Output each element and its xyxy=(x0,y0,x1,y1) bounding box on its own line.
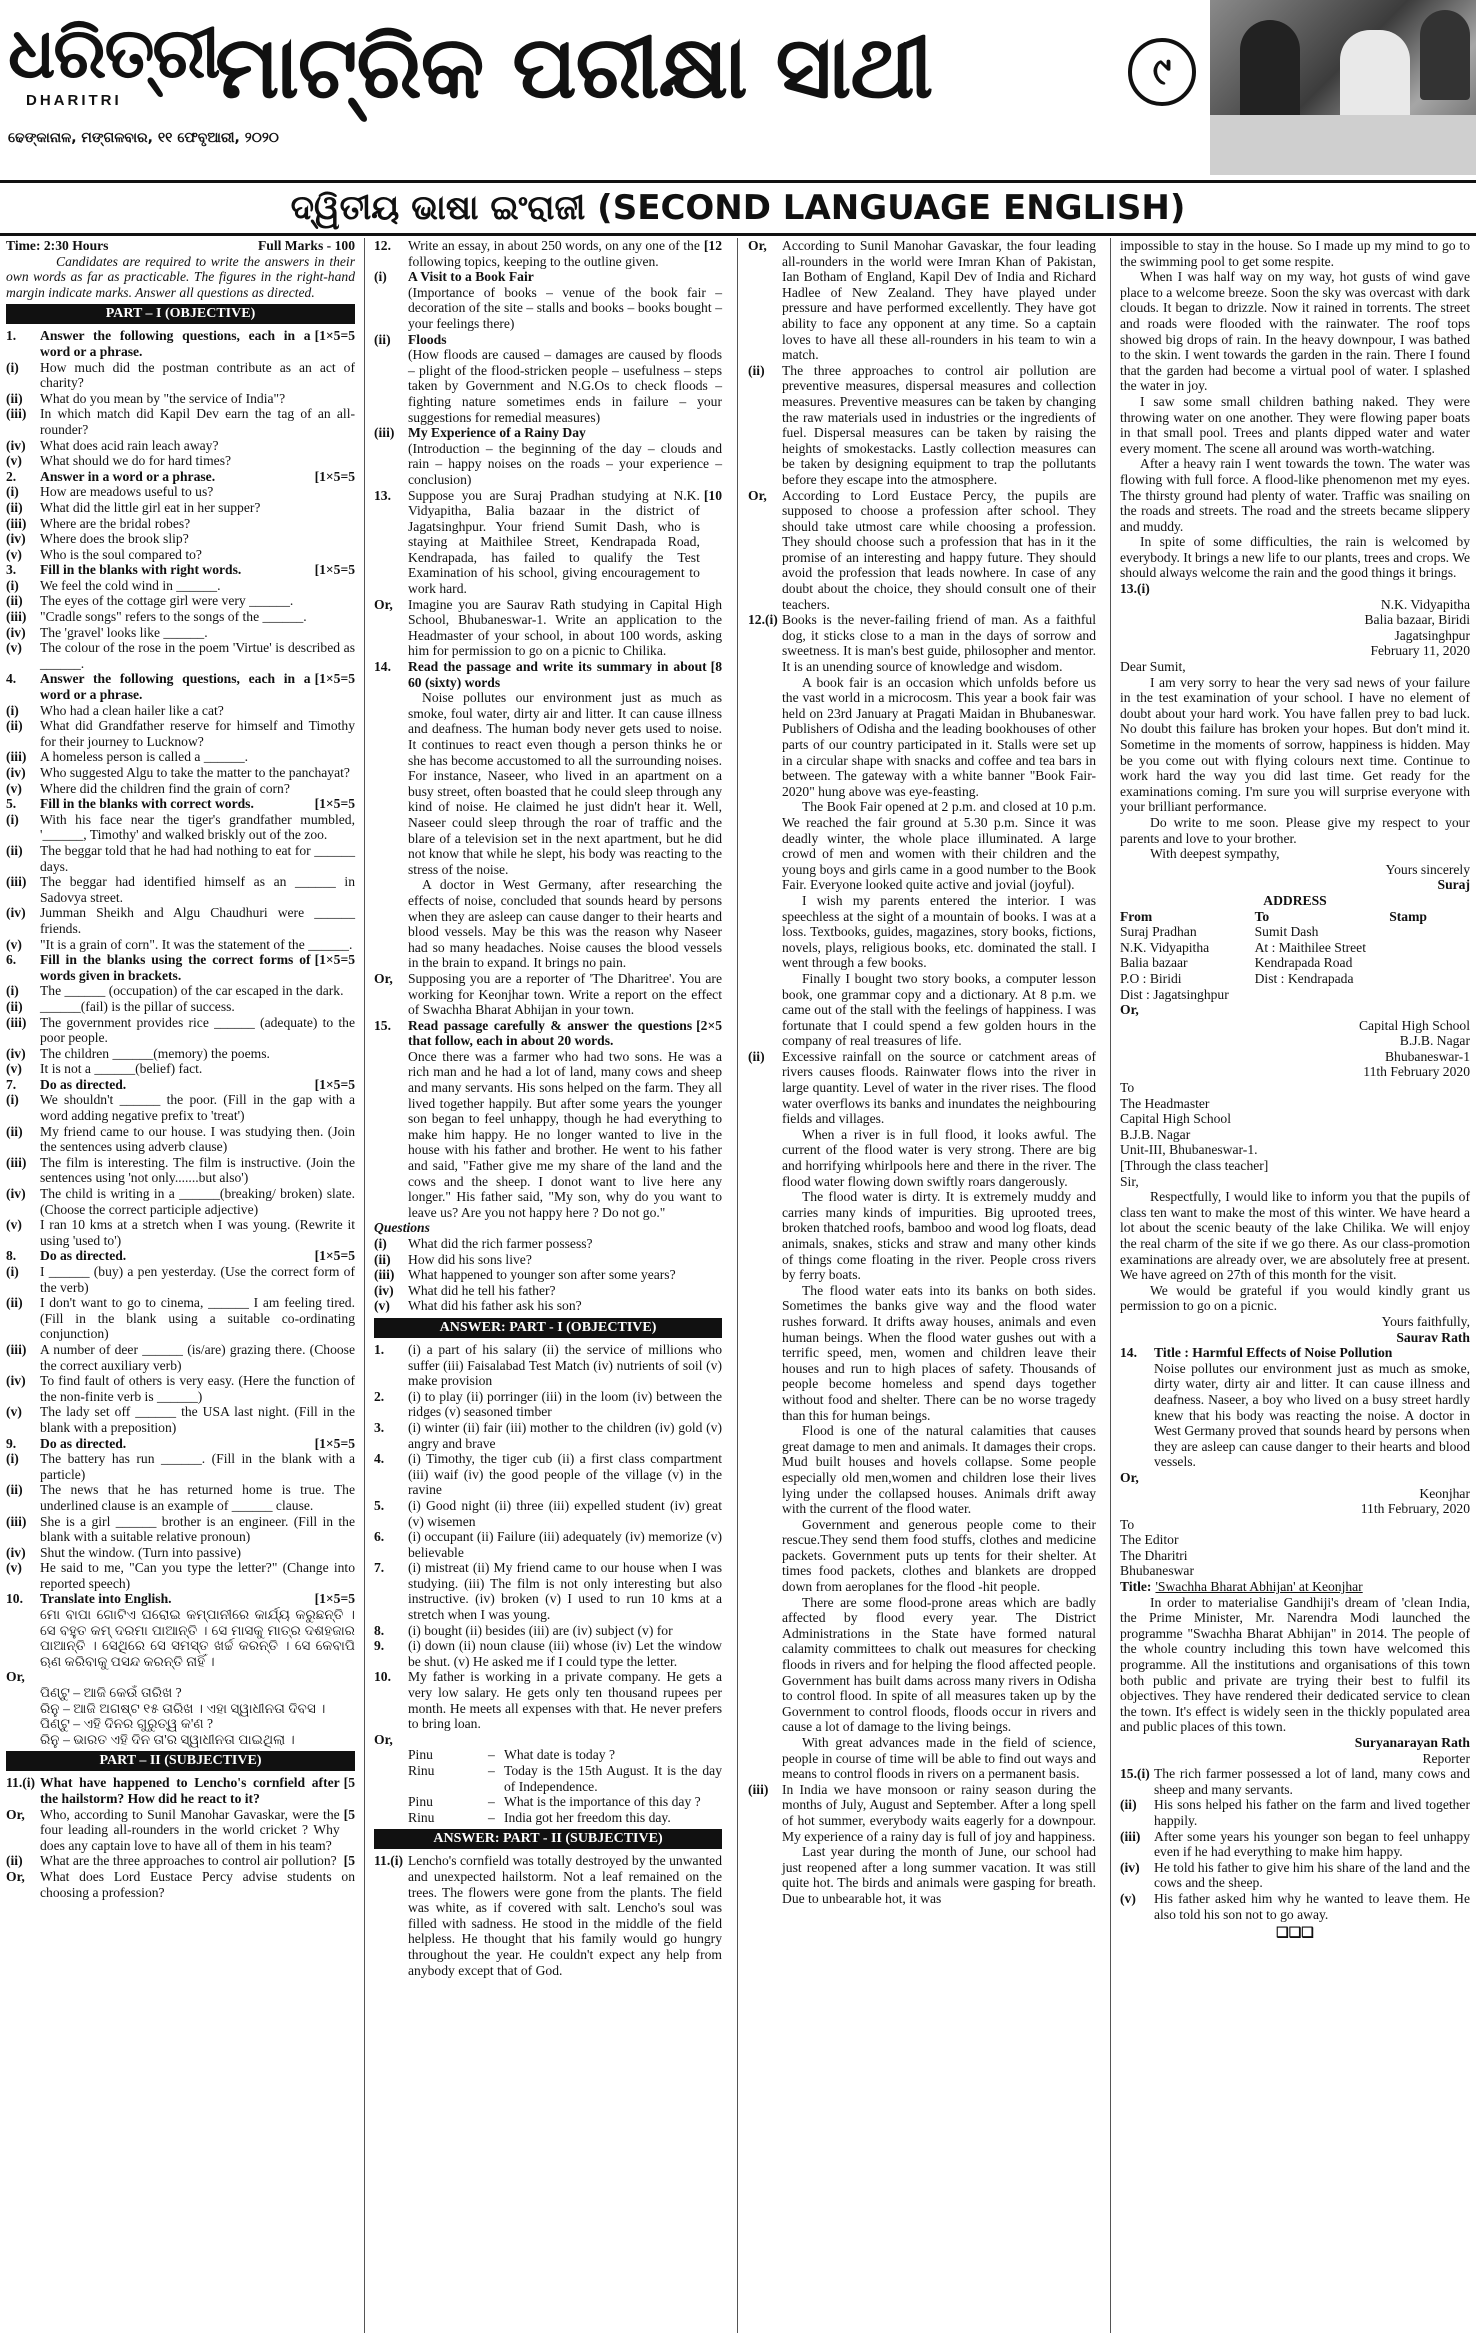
question-item: (iii) The government provides rice ______ (adequate) to the poor people. xyxy=(6,1014,355,1046)
report-title: Title: 'Swachha Bharat Abhijan' at Keonjhar xyxy=(1120,1579,1363,1595)
passage-paragraph: A doctor in West Germany, after researching the effects of noise, concluded that sounds heard by persons when they are asleep can cause danger to their hearts and blood vessels. May be this was the reason why Naseer had so many headaches. Noise causes the blood vessels in the brain to expand. It brings no pain. xyxy=(408,877,722,971)
answer-item: (ii) The three approaches to control air pollution are preventive measures, dispersal measures and collection measures. Preventive measures can be taken by changing the raw materials used in industries or the ingredients of fuel. Dispersal measures can be taken by raising the heights of smokestacks. Lastly collection measures can be taken by designing equipment to trap the pollutants before they escape into the atmosphere. xyxy=(748,362,1096,487)
question-item: (v) The lady set off ______ the USA last night. (Fill in the blank with a preposition) xyxy=(6,1404,355,1435)
letter-address-line: 11th February 2020 xyxy=(1363,1064,1470,1080)
question-heading: 3. Fill in the blanks with right words. [1×5=5 xyxy=(6,562,355,578)
question-heading: 4. Answer the following questions, each in a word or a phrase. [1×5=5 xyxy=(6,671,355,703)
letter-address-line: Bhubaneswar-1 xyxy=(1384,1048,1470,1064)
answer-paragraph: I saw some small children bathing naked. They were throwing water on one another. They were flowing paper boats in that small pool. Trees and plants dipped water and water every moment. The scene all around was worth-watching. xyxy=(1120,393,1470,456)
answer-item: (iii) In India we have monsoon or rainy season during the months of July, August and September. After a long spell of hot summer, everybody waits eagerly for a downpour. My experience of a rainy day is full of joy and happiness. xyxy=(748,1781,1096,1844)
answer-item: 3. (i) winter (ii) fair (iii) mother to the children (iv) gold (v) angry and brave xyxy=(374,1419,722,1451)
end-mark: ❑❑❑ xyxy=(1276,1926,1314,1942)
or-label: Or, xyxy=(374,1731,393,1747)
question-item: (i) How are meadows useful to us? xyxy=(6,484,214,500)
answer-item: Or, According to Sunil Manohar Gavaskar, the four leading all-rounders in the world were Imran Khan of Pakistan, Ian Botham of England, Kapil Dev of India and Richard Hadlee of New Zealand. They have played under pressure and have performed excellently. They have got ability to face any opponent at any time. So a captain loves to have all these all-rounders in his team to win a match. xyxy=(748,238,1096,363)
question-item: (ii) The eyes of the cottage girl were very ______. xyxy=(6,593,294,609)
question-heading: 1. Answer the following questions, each in a word or a phrase. [1×5=5 xyxy=(6,328,355,359)
section-heading: ANSWER: PART - II (SUBJECTIVE) xyxy=(374,1829,722,1849)
letter-address-line: Jagatsinghpur xyxy=(1394,627,1470,643)
report-address-line: To xyxy=(1120,1516,1135,1532)
letter-address-line: To xyxy=(1120,1080,1135,1096)
question-item: (iii) In which match did Kapil Dev earn the tag of an all-rounder? xyxy=(6,406,355,437)
question-item: (v) What should we do for hard times? xyxy=(6,453,232,469)
answer-item: (iii) After some years his younger son began to feel unhappy even if he had everything to make him happy. xyxy=(1120,1828,1470,1860)
answer-item: 11.(i) Lencho's cornfield was totally destroyed by the unwanted and unexpected hailstorm. Not a leaf remained on the trees. The flowers were gone from the plants. The field was white, as if covered with salt. Lencho's soul was filled with sadness. He stood in the middle of the field helpless. He thought that his family would go hungry throughout the year. He couldn't expect any help from anybody except that of God. xyxy=(374,1853,722,1978)
letter-address-line: B.J.B. Nagar xyxy=(1399,1033,1470,1049)
answer-item: (ii) His sons helped his father on the farm and lived together happily. xyxy=(1120,1797,1470,1828)
answer-item: (iv) He told his father to give him his share of the land and the cows and the sheep. xyxy=(1120,1859,1470,1891)
question-heading: 12. Write an essay, in about 250 words, on any one of the following topics, keeping to the outline given. [12 xyxy=(374,238,722,269)
question-item: (i) How much did the postman contribute as an act of charity? xyxy=(6,359,355,391)
question-item: (iv) Where does the brook slip? xyxy=(6,531,189,547)
question-item: (ii) What are the three approaches to control air pollution? [5 xyxy=(6,1853,355,1869)
dialogue-line: ରିନୁ – ଆଜି ଅଗଷ୍ଟ ୧୫ ତାରିଖ । ଏହା ସ୍ୱାଧୀନତା ଦିବସ । xyxy=(40,1700,326,1716)
answer-paragraph: The flood water eats into its banks on both sides. Sometimes the banks give way and the flood water rushes forward. It drifts away houses, animals and even human beings. When the flood water gushes out with a terrific speed, men, women and children leave their houses and run to high places of safety. Thousands of people become homeless and spend days together without food and shelter. There can be no worse tragedy than this for human beings. xyxy=(782,1282,1096,1423)
question-item: (v) It is not a ______(belief) fact. xyxy=(6,1061,203,1077)
question-item: (i) We shouldn't ______ the poor. (Fill in the gap with a word adding negative prefix to 'treat') xyxy=(6,1092,355,1124)
report-text: In order to materialise Gandhiji's dream of 'clean India, the Prime Minister, Mr. Narendra Modi launched the programme "Swachha Bharat Abhijan" in 2014. The people of the whole country including this town have welcomed this programme. All the institutions and organisations of this town both public and private are trying their best to fulfil its objectives. They have rendered their dedicated service to clean the town. It's effect is widely seen in the thickly populated area and public places of this town. xyxy=(1120,1594,1470,1735)
column-divider xyxy=(737,238,738,2333)
letter-paragraph: Do write to me soon. Please give my respect to your parents and love to your brother. xyxy=(1120,814,1470,846)
question-item: (v) Who is the soul compared to? xyxy=(6,546,202,562)
letter-signature: Suraj xyxy=(1437,877,1470,893)
question-item: (iii) What happened to younger son after some years? xyxy=(374,1267,676,1283)
column-4 xyxy=(1120,238,1470,1942)
letter-address-line: Capital High School xyxy=(1358,1017,1470,1033)
essay-topic: (iii) My Experience of a Rainy Day (Introduction – the beginning of the day – clouds and rain – happy noises on the roads – your experience – conclusion) xyxy=(374,425,722,487)
answer-paragraph: In spite of some difficulties, the rain is welcomed by everybody. It brings a new life to our plants, trees and crops. We should always welcome the rain and the good things it brings. xyxy=(1120,534,1470,581)
answer-item: 6. (i) occupant (ii) Failure (iii) adequately (iv) memorize (v) believable xyxy=(374,1529,722,1560)
question-item: (i) The battery has run ______. (Fill in the blank with a particle) xyxy=(6,1451,355,1482)
question-item: (iv) Shut the window. (Turn into passive) xyxy=(6,1544,242,1560)
question-item: (iv) What does acid rain leach away? xyxy=(6,437,219,453)
edition-number: ୯ xyxy=(1128,38,1196,106)
question-item: (i) We feel the cold wind in ______. xyxy=(6,577,221,593)
question-item: Or, Who, according to Sunil Manohar Gavaskar, were the four leading all-rounders in the world cricket ? Why does any captain love to have all of them in his team? [5 xyxy=(6,1806,355,1853)
column-1 xyxy=(6,238,355,1900)
column-divider xyxy=(364,238,365,2333)
dialogue-line: ରିନୁ – ଭାରତ ଏହି ଦିନ ତା'ର ସ୍ୱାଧୀନତା ପାଇଥିଲା । xyxy=(40,1731,295,1747)
letter-address-line: Balia bazaar, Biridi xyxy=(1364,612,1470,628)
letter-address-line: February 11, 2020 xyxy=(1370,643,1470,659)
essay-topic: (i) A Visit to a Book Fair (Importance of books – venue of the book fair – decoration of the site – stalls and books – books bought – your feelings there) xyxy=(374,269,722,331)
answer-paragraph: The flood water is dirty. It is extremely muddy and carries many kinds of impurities. Big uprooted trees, broken thatched roofs, bamboo and wood log floats, dead animals, snakes, sticks and straw and many other kinds of things come floating in the river. People cross rivers by ferry boats. xyxy=(782,1189,1096,1283)
question-item: (v) The colour of the rose in the poem 'Virtue' is described as ______. xyxy=(6,640,355,671)
question-item: (ii) My friend came to our house. I was studying then. (Join the sentences using adverb clause) xyxy=(6,1123,355,1155)
question-item: (ii) What did Grandfather reserve for himself and Timothy for their journey to Lucknow? xyxy=(6,718,355,749)
answer-paragraph: There are some flood-prone areas which are badly affected by flood every year. The District Administrations in the State have formed natural calamity committees to chalk out measures for checking floods in rivers and for helping the flood affected people. Government has built dams across many rivers in Odisha to control flood. In spite of all measures taken up by the Government to control floods, floods occur in rivers and cause a lot of damage to the living beings. xyxy=(782,1594,1096,1735)
dialogue-line: Rinu – Today is the 15th August. It is the day of Independence. xyxy=(408,1763,722,1794)
report-address-line: The Dharitri xyxy=(1120,1547,1188,1563)
question-item: (iii) A number of deer ______ (is/are) grazing there. (Choose the correct auxiliary verb) xyxy=(6,1341,355,1373)
question-item: (iii) Where are the bridal robes? xyxy=(6,515,191,531)
dialogue-line: ପିଣ୍ଟୁ – ଆଜି କେଉଁ ତାରିଖ ? xyxy=(40,1685,182,1701)
or-label: Or, xyxy=(6,1669,25,1685)
question-heading: 7. Do as directed. [1×5=5 xyxy=(6,1076,355,1092)
question-item: (iv) The children ______(memory) the poems. xyxy=(6,1045,270,1061)
answer-item: 1. (i) a part of his salary (ii) the service of millions who suffer (iii) Faisalabad Test Match (iv) nutrients of soil (v) make provision xyxy=(374,1341,722,1389)
answer-paragraph: Finally I bought two story books, a computer lesson book, one grammar copy and a dictionary. At 8 p.m. we came out of the stall with the feelings of happiness. I was fortunate that I could spend a few golden hours in the company of real treasures of life. xyxy=(782,970,1096,1049)
report-role: Reporter xyxy=(1422,1750,1470,1766)
question-item: (iv) The child is writing in a ______(breaking/ broken) slate. (Choose the correct participle adjective) xyxy=(6,1186,355,1217)
question-item: (iv) Who suggested Algu to take the matter to the panchayat? xyxy=(6,765,350,780)
question-item: Or, Imagine you are Saurav Rath studying in Capital High School, Bhubaneswar-1. Write an application to the Headmaster of your school, in about 100 words, asking him for permission to go on a picnic to Chilika. xyxy=(374,596,722,659)
question-heading: 13. Suppose you are Suraj Pradhan studying at N.K. Vidyapitha, Balia bazaar in the district of Jagatsinghpur. Your friend Sumit Dash, who is staying at Maithilee Street, Kendrapada Road, Kendrapada, has failed to qualify the Test Examination of his school, giving encouragement to work hard. [10 xyxy=(374,487,722,597)
question-item: (iii) The beggar had identified himself as an ______ in Sadovya street. xyxy=(6,874,355,905)
envelope-address: From To Stamp Suraj Pradhan Sumit Dash N.K. Vidyapitha At : Maithilee Street Balia bazaar Kendrapada Road P.O : Biridi Dist : Kendrapada Dist : Jagatsinghpur xyxy=(1120,908,1427,1002)
answer-item: Or, According to Lord Eustace Percy, the pupils are supposed to choose a profession after school. They should take utmost care while choosing a profession. They should choose such a profession that has in it the promise of an interesting and happy future. They should avoid the profession that leads nowhere. In case of any doubt about the choice, they should consult one of their teachers. xyxy=(748,487,1096,612)
summary-title: 14. Title : Harmful Effects of Noise Pollution xyxy=(1120,1345,1393,1361)
letter-salutation: Sir, xyxy=(1120,1173,1139,1189)
letter-closing: Yours sincerely xyxy=(1385,861,1470,877)
answer-paragraph: Government and generous people come to their rescue.They send them food stuffs, clothes and medicine packets. Government puts up tents for their shelter. At times food packets, clothes and blankets are dropped down from aeroplanes for the flood -hit people. xyxy=(782,1516,1096,1595)
question-heading: 2. Answer in a word or a phrase. [1×5=5 xyxy=(6,468,355,484)
supplement-title: ମାଟ୍ରିକ ପରୀକ୍ଷା ସାଥୀ xyxy=(215,18,933,118)
letter-address-line: [Through the class teacher] xyxy=(1120,1158,1269,1174)
letter-signature: Saurav Rath xyxy=(1396,1329,1470,1345)
question-item: (v) What did his father ask his son? xyxy=(374,1298,582,1314)
letter-closing: Yours faithfully, xyxy=(1381,1313,1470,1329)
answer-paragraph: I wish my parents entered the interior. I was speechless at the sight of a mountain of books. I was at a loss. Textbooks, guides, magazines, story books, fictions, novels, plays, religious books, etc. dominated the stall. I went through a few books. xyxy=(782,892,1096,971)
answer-paragraph: The Book Fair opened at 2 p.m. and closed at 10 p.m. We reached the fair ground at 5.30 p.m. Since it was deadly winter, the whole place illuminated. A large crowd of men and women with their children and the young boys and girls came in a good number to the Book Fair. Everyone looked quite active and jovial (joyful). xyxy=(782,799,1096,893)
section-heading: PART – I (OBJECTIVE) xyxy=(6,304,355,324)
question-item: (iii) She is a girl ______ brother is an engineer. (Fill in the blank with a suitable relative pronoun) xyxy=(6,1513,355,1545)
question-item: (v) I ran 10 kms at a stretch when I was young. (Rewrite it using 'used to') xyxy=(6,1217,355,1248)
address-title: ADDRESS xyxy=(1263,892,1327,908)
essay-topic: (ii) Floods (How floods are caused – damages are caused by floods – plight of the flood-stricken people – usefulness – steps taken by Government and N.G.Os to check floods – fighting nature sometimes ends in failure – your suggestions for remedial measures) xyxy=(374,331,722,425)
question-item: (i) What did the rich farmer possess? xyxy=(374,1236,593,1251)
report-place-date: Keonjhar xyxy=(1419,1485,1470,1501)
letter-address-line: The Headmaster xyxy=(1120,1095,1210,1111)
students-photo xyxy=(1210,0,1476,175)
section-heading: ANSWER: PART - I (OBJECTIVE) xyxy=(374,1318,722,1338)
column-2 xyxy=(374,238,722,1978)
answer-paragraph: impossible to stay in the house. So I made up my mind to go to the swimming pool to get some respite. xyxy=(1120,238,1470,269)
or-label: Or, xyxy=(1120,1469,1139,1485)
dialogue-line: Rinu – India got her freedom this day. xyxy=(408,1809,671,1825)
question-item: (iii) "Cradle songs" refers to the songs of the ______. xyxy=(6,609,307,625)
answer-item: 15.(i) The rich farmer possessed a lot of land, many cows and sheep and many servants. xyxy=(1120,1766,1470,1797)
question-heading: 14. Read the passage and write its summary in about 60 (sixty) words [8 xyxy=(374,659,722,690)
answer-paragraph: When a river is in full flood, it looks awful. The current of the flood water is very strong. There are big and horrifying whirlpools here and there in the river. The flood water flowing down swiftly roars dangerously. xyxy=(782,1126,1096,1189)
summary-text: Noise pollutes our environment just as much as smoke, dirty water, dirty air and litter. It can cause illness and deafness. Naseer, a boy who lived on a busy street hardly knew that his body was reacting the noise. A doctor in West Germany proved that sounds heard by persons when they are asleep can cause danger to their hearts and blood vessels. xyxy=(1154,1360,1470,1470)
answer-item: 10. My father is working in a private company. He gets a very low salary. He gets only ten thousand rupees per month. He meets all expenses with that. He never prefers to bring loan. xyxy=(374,1669,722,1732)
question-item: (i) The ______ (occupation) of the car escaped in the dark. xyxy=(6,983,344,999)
passage-paragraph: Noise pollutes our environment just as much as smoke, foul water, dirty air and litter. It can cause illness and deafness. The human body never gets used to noise. It continues to react even though a person thinks he or she has become accustomed to all the surrounding noises. For instance, Naseer, who lived in an apartment on a busy street, often boasted that he could sleep through any kind of noise. He claimed he just didn't hear it. Well, Naseer could sleep through the roar of traffic and the blare of a television set in the next apartment, but he did not know that while he slept, his body was reacting to the stress of the noise. xyxy=(408,690,722,877)
answer-paragraph: Flood is one of the natural calamities that causes great damage to men and animals. It damages their crops. Mud built houses and hovels collapse. Some people especially old men,women and children lose their lives lying under the collapsed houses. Animals drift away with the current of the flood water. xyxy=(782,1423,1096,1517)
question-item: (ii) ______(fail) is the pillar of success. xyxy=(6,998,235,1014)
exam-meta: Time: 2:30 Hours Full Marks - 100 xyxy=(6,238,355,253)
answer-item: (ii) Excessive rainfall on the source or catchment areas of rivers causes floods. Rainwater flows into the river in large quantity. Level of water in the river rises. The flood water overflows its banks and inundates the neighbouring fields and villages. xyxy=(748,1048,1096,1127)
question-heading: 6. Fill in the blanks using the correct forms of words given in brackets. [1×5=5 xyxy=(6,952,355,983)
letter-salutation: Dear Sumit, xyxy=(1120,659,1186,675)
question-item: (ii) I don't want to go to cinema, ______ I am feeling tired. (Fill in the blank using a suitable co-ordinating conjunction) xyxy=(6,1295,355,1342)
question-item: (ii) The news that he has returned home is true. The underlined clause is an example of ______ clause. xyxy=(6,1482,355,1513)
question-heading: 5. Fill in the blanks with correct words. [1×5=5 xyxy=(6,796,355,812)
question-item: Or, What does Lord Eustace Percy advise students on choosing a profession? xyxy=(6,1868,355,1900)
question-item: (i) With his face near the tiger's grandfather mumbled, '______, Timothy' and walked briskly out of the zoo. xyxy=(6,811,355,843)
answer-number: 13.(i) xyxy=(1120,581,1150,597)
answer-item: 4. (i) Timothy, the tiger cub (ii) a first class compartment (iii) waif (iv) the good people of the village (v) in the ravine xyxy=(374,1451,722,1498)
question-item: (iii) A homeless person is called a ______. xyxy=(6,749,249,765)
dialogue-line: Pinu – What date is today ? xyxy=(408,1747,615,1763)
questions-label: Questions xyxy=(374,1220,430,1236)
letter-paragraph: With deepest sympathy, xyxy=(1150,846,1280,862)
dialogue-line: ପିଣ୍ଟୁ – ଏହି ଦିନର ଗୁରୁତ୍ୱ କ'ଣ ? xyxy=(40,1716,214,1732)
dateline: ଢେଙ୍କାନାଳ, ମଙ୍ଗଳବାର, ୧୧ ଫେବୃଆରୀ, ୨୦୨୦ xyxy=(8,130,279,146)
letter-paragraph: I am very sorry to hear the very sad news of your failure in the test examination of your school. I have no element of doubt about your hard work. You have fallen prey to bad luck. No doubt this failure has broken your hopes. But don't mind it. Sometime in the moments of sorrow, happiness is hidden. May be you come out with flying colours next time. Continue to work hard the way you did last time. Get ready for the examinations coming. I'm sure you will surprise everyone with your brilliant performance. xyxy=(1120,674,1470,815)
column-3 xyxy=(748,238,1096,1907)
dialogue-line: Pinu – What is the importance of this day ? xyxy=(408,1794,701,1810)
report-signature: Suryanarayan Rath xyxy=(1354,1735,1470,1750)
question-heading: 15. Read passage carefully & answer the questions that follow, each in about 20 words. [2×5 xyxy=(374,1017,722,1049)
question-item: (v) He said to me, "Can you type the letter?" (Change into reported speech) xyxy=(6,1560,355,1591)
answer-paragraph: A book fair is an occasion which unfolds before us the vast world in a microcosm. This year a book fair was held on 23rd January at Pragati Maidan in Bhubaneswar. Publishers of Odisha and the leading bookhouses of other parts of our country participated in it. Stalls were set up in a circular shape with snacks and coffee and tea bars in between. The gateway with a white banner "Book Fair-2020" hung above was eye-feasting. xyxy=(782,674,1096,799)
question-item: (ii) The beggar told that he had had nothing to eat for ______ days. xyxy=(6,842,355,874)
question-heading: 11.(i) What have happened to Lencho's cornfield after the hailstorm? How did he react to it? [5 xyxy=(6,1775,355,1806)
question-item: (ii) What did the little girl eat in her supper? xyxy=(6,499,261,515)
answer-item: 12.(i) Books is the never-failing friend of man. As a faithful dog, it sticks close to a man in the days of sorrow and sweetness. It is man's best guide, philosopher and mentor. It is an unending source of knowledge and wisdom. xyxy=(748,612,1096,675)
answer-item: 5. (i) Good night (ii) three (iii) expelled student (iv) great (v) wisemen xyxy=(374,1497,722,1529)
question-item: (i) I ______ (buy) a pen yesterday. (Use the correct form of the verb) xyxy=(6,1264,355,1295)
report-address-line: The Editor xyxy=(1120,1532,1179,1548)
letter-paragraph: Respectfully, I would like to inform you that the pupils of class ten want to make the most of this winter. We have heard a lot about the scenic beauty of the lake Chilika. We will enjoy the real charm of the site if we go there. As our class-promotion examinations are already over, we are absolutely free at present. We have agreed on 27th of this month for the visit. xyxy=(1120,1189,1470,1283)
question-item: (ii) How did his sons live? xyxy=(374,1251,532,1267)
question-item: (v) "It is a grain of corn". It was the statement of the ______. xyxy=(6,936,353,952)
answer-paragraph: When I was half way on my way, hot gusts of wind gave place to a welcome breeze. Soon the sky was overcast with dark clouds. It began to drizzle. Now it rained in torrents. The street and roads were flooded with the rainwater. The roof tops showed big drops of rain. In the heavy downpour, I was bathed to the skin. I went towards the garden in the rain. There I found that the garden had become a virtual pool of water. I splashed the water in joy. xyxy=(1120,269,1470,394)
question-item: (iv) The 'gravel' looks like ______. xyxy=(6,624,208,640)
report-address-line: Bhubaneswar xyxy=(1120,1563,1194,1579)
letter-address-line: Unit-III, Bhubaneswar-1. xyxy=(1120,1142,1258,1158)
letter-address-line: Capital High School xyxy=(1120,1111,1232,1127)
question-item: (iv) Jumman Sheikh and Algu Chaudhuri were ______ friends. xyxy=(6,905,355,936)
question-item: (v) Where did the children find the grain of corn? xyxy=(6,780,290,796)
answer-paragraph: Last year during the month of June, our school had just reopened after a long summer vacation. It was still quite hot. The birds and animals were gasping for breath. Due to unbearable hot, it was xyxy=(782,1844,1096,1906)
question-item: (iv) To find fault of others is very easy. (Here the function of the non-finite verb is ______) xyxy=(6,1373,355,1404)
or-label: Or, xyxy=(1120,1002,1139,1018)
question-item: (iii) The film is interesting. The film is instructive. (Join the sentences using 'not only.......but also') xyxy=(6,1154,355,1186)
answer-item: (v) His father asked him why he wanted to leave them. He also told his son not to go away. xyxy=(1120,1890,1470,1922)
dharitri-logo: ଧରିତ୍ରୀ DHARITRI xyxy=(8,12,219,109)
question-item: Or, Supposing you are a reporter of 'The Dharitree'. You are working for Keonjhar town. Write a report on the effect of Swachha Bharat Abhijan in your town. xyxy=(374,970,722,1018)
question-heading: 8. Do as directed. [1×5=5 xyxy=(6,1248,355,1264)
masthead-area xyxy=(0,0,1476,180)
section-heading: PART – II (SUBJECTIVE) xyxy=(6,1751,355,1771)
question-heading: 9. Do as directed. [1×5=5 xyxy=(6,1435,355,1451)
answer-item: 7. (i) mistreat (ii) My friend came to our house when I was studying. (iii) The film is not only interesting but also instructive. (iv) broken (v) I used to run 10 kms at a stretch when I was young. xyxy=(374,1560,722,1623)
question-item: (i) Who had a clean hailer like a cat? xyxy=(6,702,224,718)
letter-paragraph: We would be grateful if you would kindly grant us permission to go on a picnic. xyxy=(1120,1282,1470,1314)
question-item: (iv) What did he tell his father? xyxy=(374,1282,556,1298)
instructions: Candidates are required to write the answers in their own words as far as practicable. The figures in the right-hand margin indicate marks. Answer all questions as directed. xyxy=(6,253,355,300)
answer-item: 8. (i) bought (ii) besides (iii) are (iv) subject (v) for xyxy=(374,1622,673,1638)
answer-paragraph: After a heavy rain I went towards the town. The water was flowing with full force. A flood-like phenomenon met my eyes. The thirsty ground had plenty of water. Traffic was snailing on the roads and streets. The road and the streets became slippery and muddy. xyxy=(1120,456,1470,534)
report-place-date: 11th February, 2020 xyxy=(1360,1501,1470,1517)
answer-item: 9. (i) down (ii) noun clause (iii) whose (iv) Let the window be shut. (v) He asked me if I could type the letter. xyxy=(374,1638,722,1669)
column-divider xyxy=(1110,238,1111,2333)
answer-item: 2. (i) to play (ii) porringer (iii) in the loom (iv) between the ridges (v) seasoned timber xyxy=(374,1388,722,1420)
letter-address-line: N.K. Vidyapitha xyxy=(1380,596,1470,612)
odia-passage: ମୋ ବାପା ଗୋଟିଏ ଘରୋଇ କମ୍ପାନୀରେ କାର୍ଯ୍ୟ କରୁଛନ୍ତି । ସେ ବହୁତ କମ୍ ଦରମା ପାଆନ୍ତି । ସେ ମାସକୁ ମାତ୍ର ଦଶହଜାର ପାଆନ୍ତି । ସେଥିରେ ସେ ସମସ୍ତ ଖର୍ଚ୍ଚ କରନ୍ତି । ସେ କେବାପି ଋଣ କରିବାକୁ ପସନ୍ଦ କରନ୍ତି ନାହିଁ । xyxy=(40,1607,355,1669)
question-item: (ii) What do you mean by "the service of India"? xyxy=(6,390,286,406)
question-heading: 10. Translate into English. [1×5=5 xyxy=(6,1591,355,1607)
passage-paragraph: Once there was a farmer who had two sons. He was a rich man and he had a lot of land, many cows and sheep and many servants. His sons helped on the farm. They all lived together happily. But after some years the younger son began to feel unhappy, though he had everything to make him happy. He no longer wanted to live in the house with his father and brother. He went to his father and said, "Father give me my share of the land and the cows and the sheep. I donot want to live here any longer." His father said, "My son, why do you want to leave us? Are you not happy here ? Do not go." xyxy=(408,1048,722,1220)
letter-address-line: B.J.B. Nagar xyxy=(1120,1126,1191,1142)
answer-paragraph: With great advances made in the field of science, people in course of time will be able to find out ways and means to control floods in rivers on a permanent basis. xyxy=(782,1735,1096,1782)
subject-banner: ଦ୍ୱିତୀୟ ଭାଷା ଇଂରାଜୀ (SECOND LANGUAGE ENGLISH) xyxy=(0,180,1476,236)
